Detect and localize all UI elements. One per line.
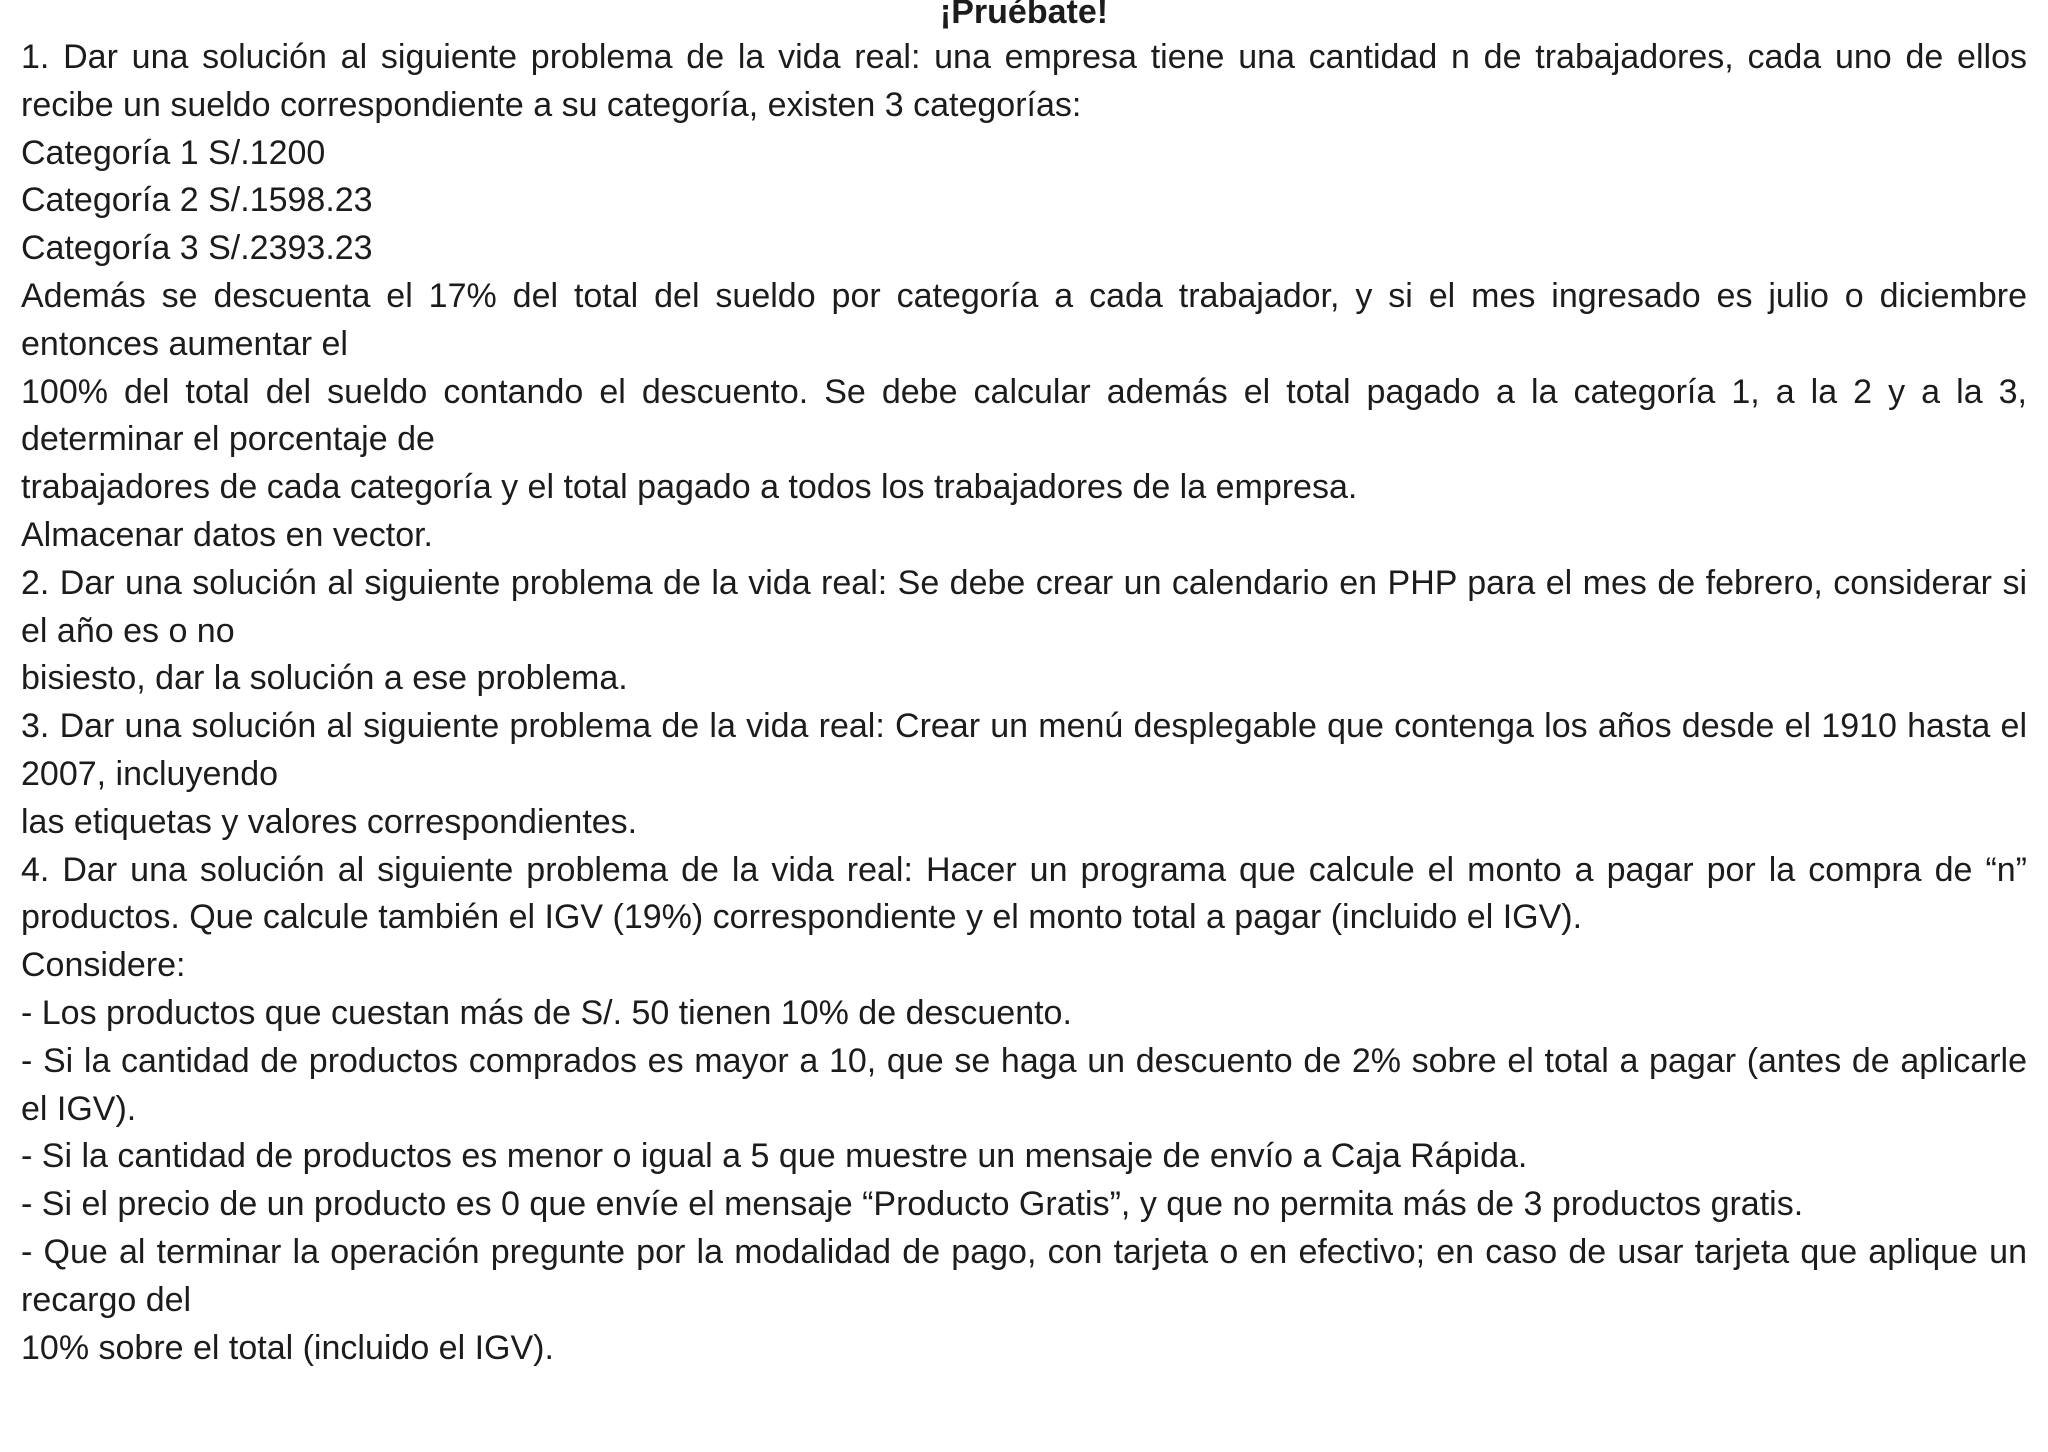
- text-line: las etiquetas y valores correspondientes.: [21, 802, 638, 841]
- text-line: 100% del total del sueldo contando el descuento. Se debe calcular además el total pagado a la categoría 1, a la 2 y a la 3, determinar el porcentaje de: [21, 372, 2027, 459]
- text-line: - Si el precio de un producto es 0 que envíe el mensaje “Producto Gratis”, y que no permita más de 3 productos gratis.: [21, 1185, 1804, 1224]
- document-body: [21, 34, 2027, 1372]
- text-line: 1. Dar una solución al siguiente problema de la vida real: una empresa tiene una cantidad n de trabajadores, cada uno de ellos recibe un sueldo correspondiente a su categoría, existen 3 categorías:: [21, 38, 2027, 124]
- text-line: - Si la cantidad de productos es menor o igual a 5 que muestre un mensaje de envío a Caja Rápida.: [21, 1137, 1528, 1176]
- text-line: - Los productos que cuestan más de S/. 50 tienen 10% de descuento.: [21, 993, 1072, 1032]
- text-line: Considere:: [21, 946, 186, 985]
- text-line: trabajadores de cada categoría y el total pagado a todos los trabajadores de la empresa.: [21, 468, 1358, 507]
- text-line: Categoría 1 S/.1200: [21, 133, 326, 172]
- text-line: Categoría 3 S/.2393.23: [21, 229, 373, 268]
- text-line: - Que al terminar la operación pregunte por la modalidad de pago, con tarjeta o en efectivo; en caso de usar tarjeta que aplique un recargo del: [21, 1232, 2027, 1319]
- text-line: 2. Dar una solución al siguiente problema de la vida real: Se debe crear un calendario en PHP para el mes de febrero, considerar si el año es o no: [21, 563, 2027, 650]
- text-line: 10% sobre el total (incluido el IGV).: [21, 1328, 554, 1367]
- text-line: Además se descuenta el 17% del total del sueldo por categoría a cada trabajador, y si el mes ingresado es julio o diciembre entonces aumentar el: [21, 276, 2027, 363]
- document-page: [21, 0, 2027, 1372]
- text-line: 4. Dar una solución al siguiente problema de la vida real: Hacer un programa que calcule el monto a pagar por la compra de “n” productos. Que calcule también el IGV (19%) correspondiente y el monto total a pagar (incluido el IGV).: [21, 850, 2027, 937]
- text-line: 3. Dar una solución al siguiente problema de la vida real: Crear un menú desplegable que contenga los años desde el 1910 hasta el 2007, incluyendo: [21, 707, 2027, 793]
- document-title: ¡Pruébate!: [939, 0, 1109, 31]
- text-line: bisiesto, dar la solución a ese problema.: [21, 659, 628, 698]
- text-line: - Si la cantidad de productos comprados es mayor a 10, que se haga un descuento de 2% sobre el total a pagar (antes de aplicarle el IGV).: [21, 1041, 2027, 1128]
- text-line: Categoría 2 S/.1598.23: [21, 181, 373, 220]
- text-line: Almacenar datos en vector.: [21, 515, 434, 554]
